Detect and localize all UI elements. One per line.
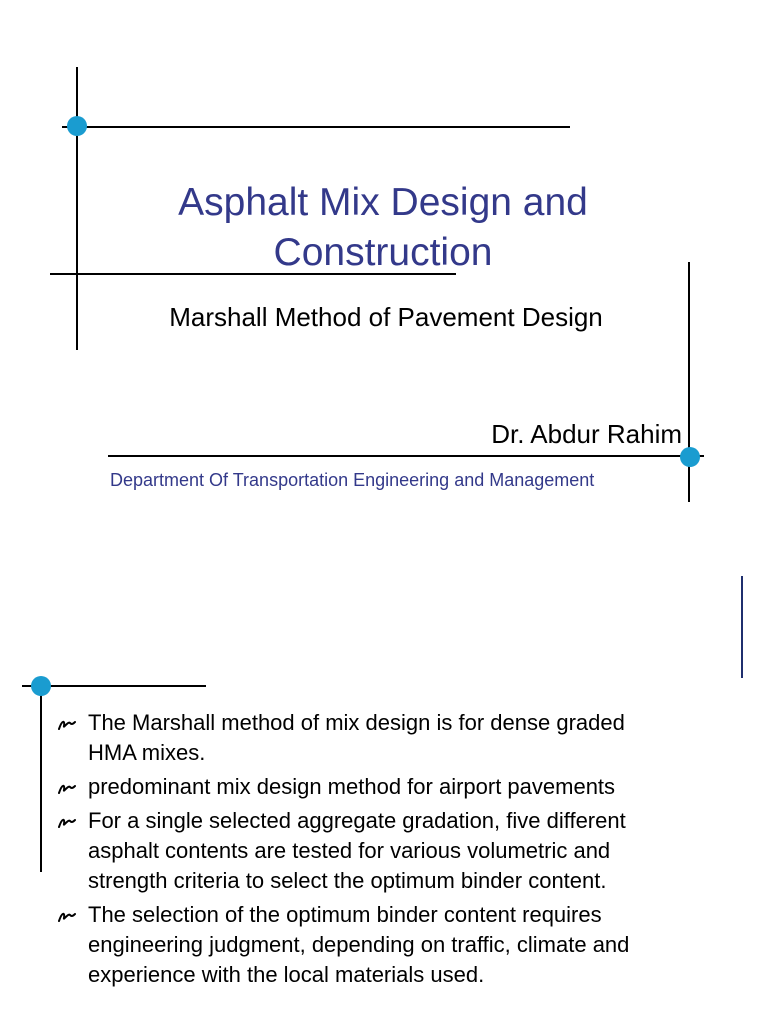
swirl-bullet-icon xyxy=(58,781,76,795)
frame-line-left-vertical xyxy=(76,67,78,350)
slide2-line-left-vertical xyxy=(40,680,42,872)
bullet-text-line: engineering judgment, depending on traffic, climate and xyxy=(88,932,630,957)
slide-title-line-1: Asphalt Mix Design and xyxy=(178,181,588,224)
swirl-bullet-icon xyxy=(58,815,76,829)
bullet-text-line: The Marshall method of mix design is for dense graded xyxy=(88,710,625,735)
author-name: Dr. Abdur Rahim xyxy=(491,419,682,449)
bullet-list xyxy=(56,708,736,994)
circle-dot-icon xyxy=(31,676,51,696)
list-item xyxy=(56,900,736,990)
frame-line-bottom-horizontal xyxy=(108,455,704,457)
bullet-text-line: predominant mix design method for airport pavements xyxy=(88,774,616,799)
bullet-text-line: strength criteria to select the optimum binder content. xyxy=(88,868,607,893)
list-item xyxy=(56,772,736,802)
slide2-line-right-vertical xyxy=(741,576,743,678)
list-item xyxy=(56,708,736,768)
slide-title-line-2: Construction xyxy=(273,231,493,274)
bullet-text-line: For a single selected aggregate gradation, five different xyxy=(88,808,626,833)
slide-subtitle: Marshall Method of Pavement Design xyxy=(169,302,603,332)
swirl-bullet-icon xyxy=(58,909,76,923)
bullet-text-line: HMA mixes. xyxy=(88,740,206,765)
list-item xyxy=(56,806,736,896)
swirl-bullet-icon xyxy=(58,717,76,731)
bullet-text-line: The selection of the optimum binder content requires xyxy=(88,902,602,927)
bullet-text-line: experience with the local materials used. xyxy=(88,962,485,987)
department-name: Department Of Transportation Engineering and Management xyxy=(110,470,595,490)
bullet-text-line: asphalt contents are tested for various volumetric and xyxy=(88,838,611,863)
slide-title xyxy=(100,178,666,278)
frame-line-top-horizontal xyxy=(62,126,570,128)
circle-dot-icon xyxy=(67,116,87,136)
circle-dot-icon xyxy=(680,447,700,467)
